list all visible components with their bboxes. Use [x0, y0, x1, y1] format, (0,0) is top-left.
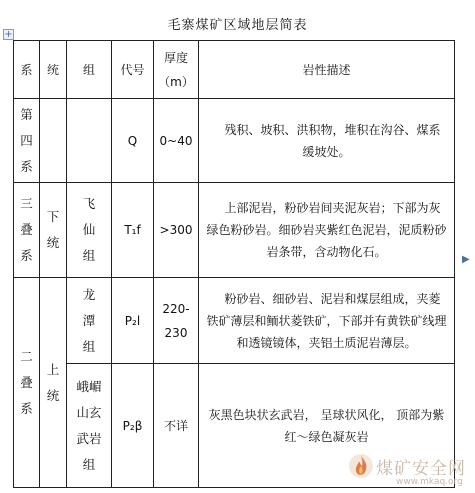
cell-system-quaternary	[14, 99, 40, 183]
desc-line: 缓坡处。	[302, 144, 351, 159]
flame-logo-icon	[348, 453, 374, 479]
cell-code-quaternary: Q	[112, 99, 154, 183]
group-char: 组	[82, 338, 96, 354]
cell-group-longtan	[67, 278, 112, 364]
series-char: 统	[46, 235, 60, 250]
row-longtan	[14, 278, 455, 364]
desc-line: 铁矿薄层和鲕状菱铁矿，下部并有黄铁矿线理	[206, 313, 447, 328]
desc-line: 红～绿色凝灰岩	[284, 429, 369, 444]
desc-line: 残积、坡积、洪积物，堆积在沟谷、煤系	[224, 122, 441, 137]
stratigraphy-table	[13, 40, 455, 488]
row-feixianguan	[14, 183, 455, 278]
desc-line: 岩条带，含动物化石。	[266, 245, 387, 259]
cell-series-upper	[40, 278, 67, 488]
header-system: 系	[14, 41, 40, 99]
cell-thickness-quaternary: 0~40	[154, 99, 199, 183]
header-thickness-label: 厚度	[163, 50, 188, 65]
system-char: 系	[20, 400, 33, 416]
system-char: 系	[20, 248, 33, 263]
system-char: 叠	[20, 222, 33, 237]
series-char: 下	[46, 209, 60, 224]
group-char: 峨嵋	[76, 378, 102, 394]
system-char: 四	[20, 132, 33, 148]
desc-line: 灰黑色块状玄武岩， 呈球状风化， 顶部为紫	[208, 407, 445, 422]
cell-series-lower	[40, 183, 67, 278]
desc-line: 粉砂岩、细砂岩、泥岩和煤层组成，夹菱	[224, 291, 441, 306]
group-char: 仙	[82, 222, 96, 237]
cell-thickness-longtan	[154, 278, 199, 364]
header-code: 代号	[112, 41, 154, 99]
series-char: 上	[46, 361, 60, 377]
document-title: 毛寨煤矿区域地层简表	[167, 18, 308, 33]
group-char: 潭	[82, 312, 96, 328]
header-group: 组	[67, 41, 112, 99]
system-char: 二	[20, 348, 33, 364]
header-lithology: 岩性描述	[199, 41, 455, 99]
watermark-url: www.mkaq.org	[396, 477, 463, 487]
cell-code-longtan: P₂l	[112, 278, 154, 364]
group-char: 龙	[82, 286, 96, 302]
group-char: 武岩	[76, 430, 102, 446]
system-char: 系	[20, 158, 33, 174]
group-char: 组	[82, 248, 96, 263]
cell-code-feixian: T₁f	[112, 183, 154, 278]
desc-line: 和透镜镜体，夹铝土质泥岩薄层。	[236, 335, 417, 350]
header-thickness-unit: （m）	[158, 74, 194, 89]
cell-group-quaternary	[67, 99, 112, 183]
cell-system-permian	[14, 278, 40, 488]
cell-desc-longtan	[199, 278, 455, 364]
group-char: 组	[82, 456, 96, 472]
group-char: 飞	[82, 196, 96, 211]
cell-desc-feixian	[199, 183, 455, 278]
group-char: 山玄	[76, 404, 102, 420]
thickness-line: 230	[164, 325, 188, 340]
system-char: 三	[20, 196, 33, 211]
table-resize-handle[interactable]: ▶	[462, 254, 470, 265]
cell-system-triassic	[14, 183, 40, 278]
system-char: 第	[20, 106, 33, 122]
series-char: 统	[46, 387, 60, 403]
cell-desc-quaternary	[199, 99, 455, 183]
cell-group-emeishan	[67, 364, 112, 488]
cell-series-quaternary	[40, 99, 67, 183]
table-move-handle[interactable]: +	[4, 29, 13, 40]
cell-group-feixian	[67, 183, 112, 278]
thickness-line: 220-	[162, 301, 190, 316]
header-thickness	[154, 41, 199, 99]
desc-line: 绿色粉砂岩。细砂岩夹紫红色泥岩，泥质粉砂	[206, 223, 447, 237]
site-watermark	[348, 450, 473, 490]
row-quaternary	[14, 99, 455, 183]
header-row	[14, 41, 455, 99]
watermark-text: 煤矿安全网	[376, 459, 466, 479]
system-char: 叠	[20, 374, 33, 390]
cell-code-emeishan: P₂β	[112, 364, 154, 488]
cell-thickness-emeishan: 不详	[154, 364, 199, 488]
cell-thickness-feixian: >300	[154, 183, 199, 278]
header-series: 统	[40, 41, 67, 99]
desc-line: 上部泥岩，粉砂岩间夹泥灰岩；下部为灰	[224, 201, 441, 215]
